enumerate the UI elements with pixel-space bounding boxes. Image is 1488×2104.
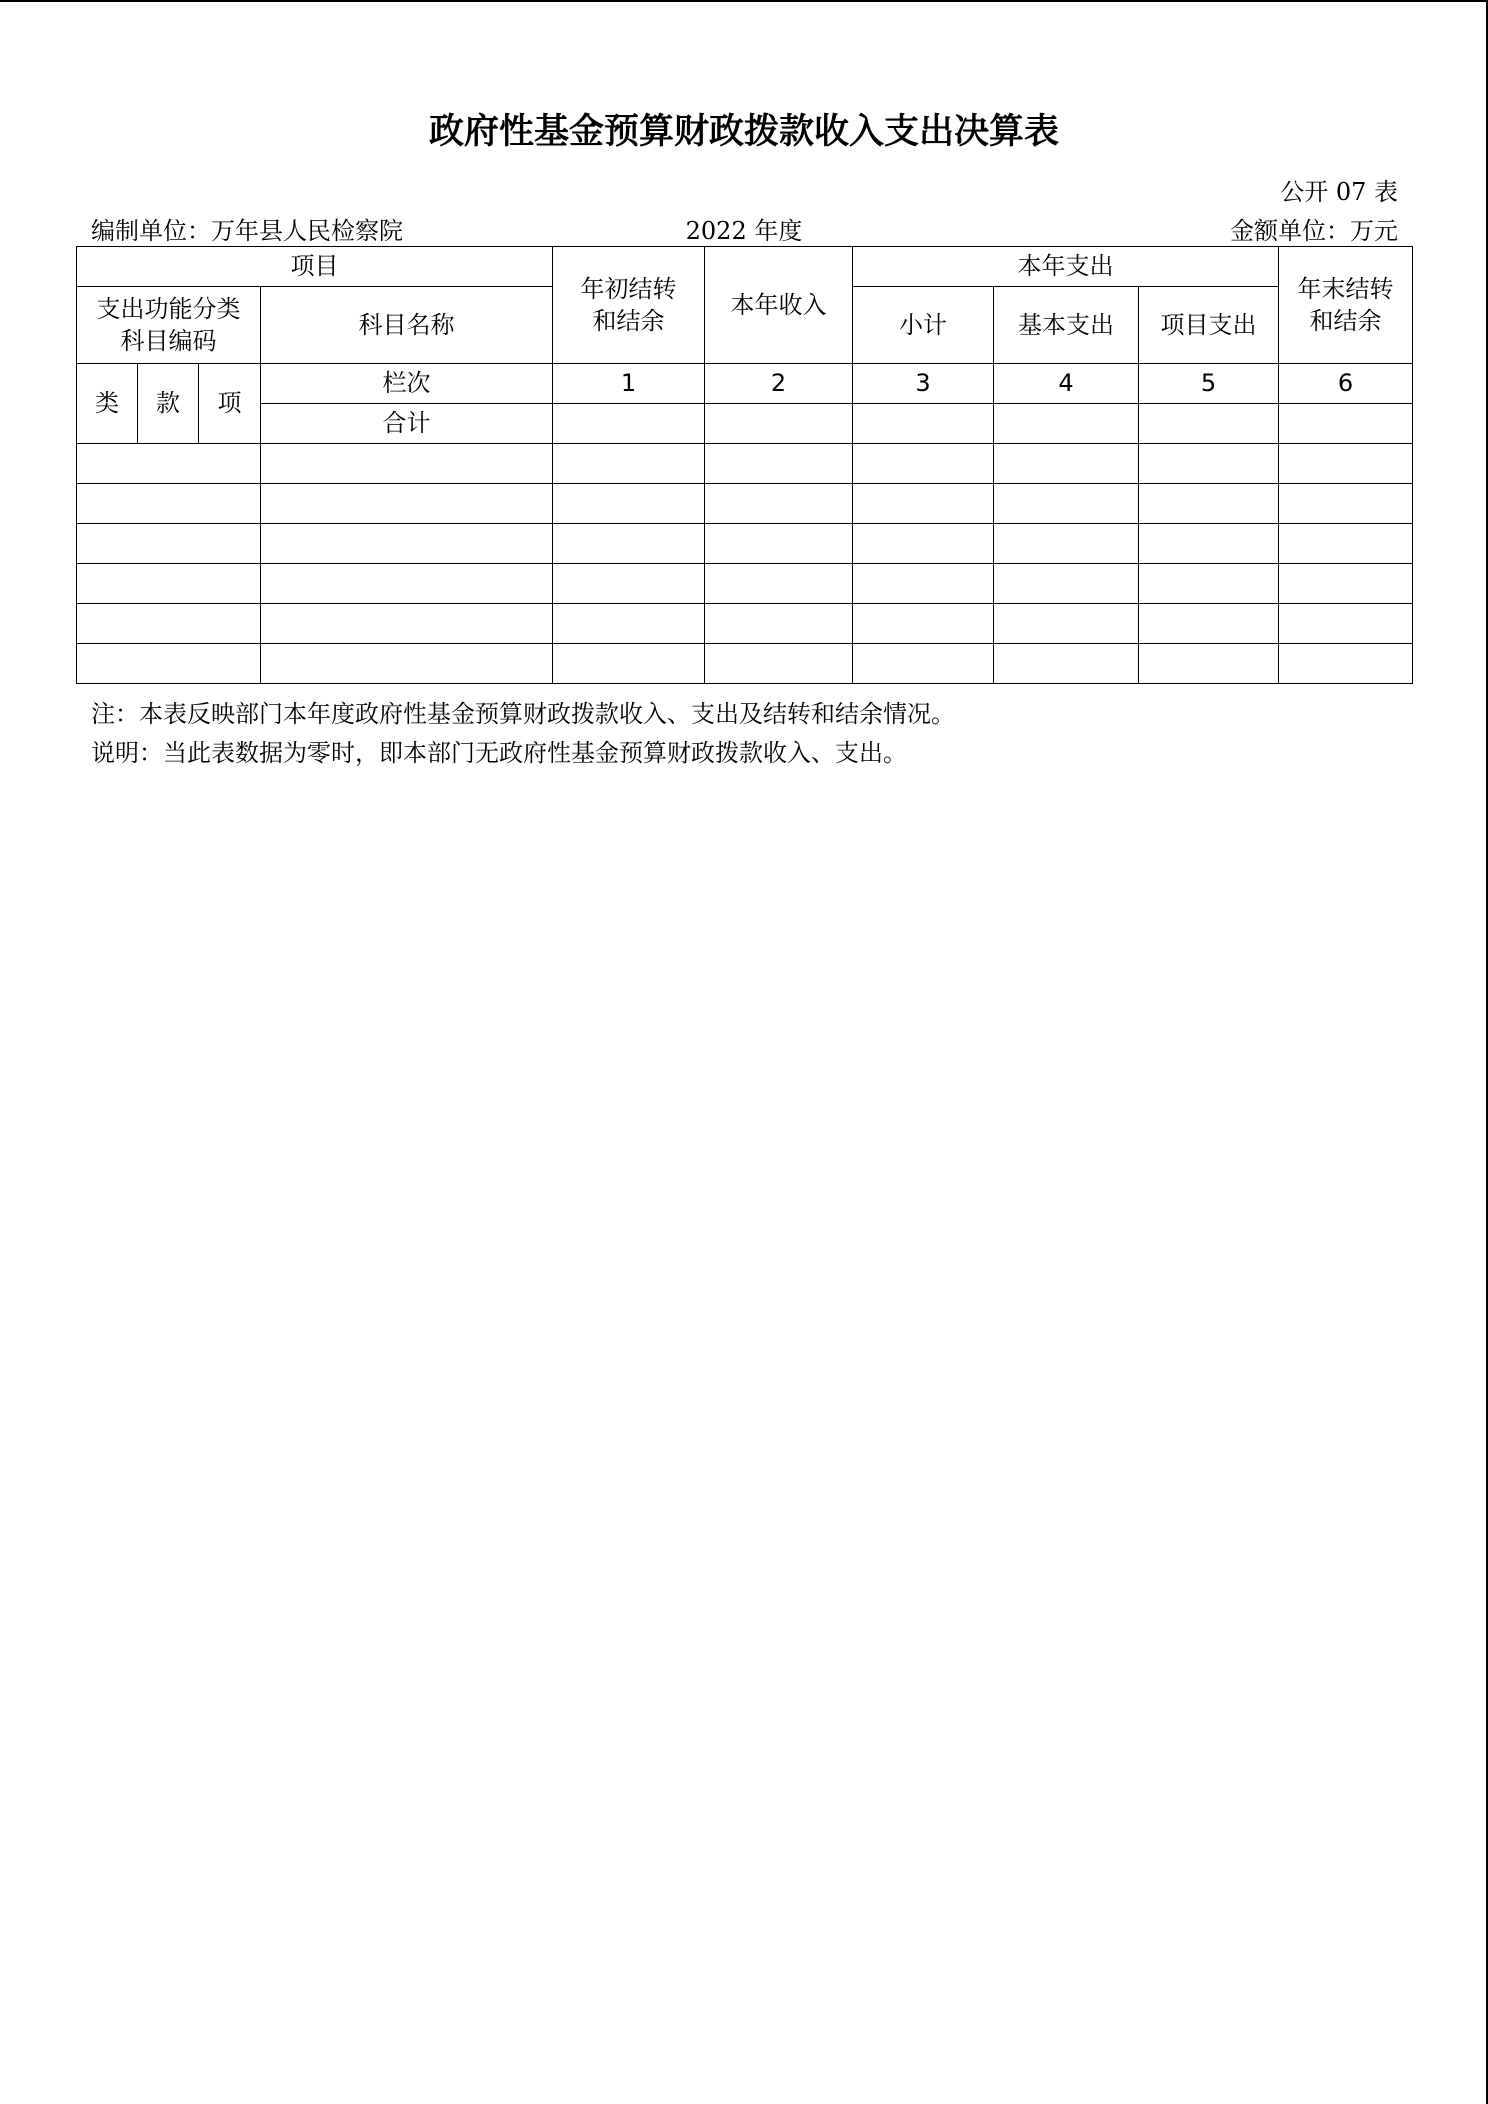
code-cell (77, 444, 261, 484)
header-lei: 类 (77, 364, 138, 444)
value-cell (553, 564, 705, 604)
name-cell (261, 564, 553, 604)
value-cell (994, 644, 1139, 684)
name-cell (261, 524, 553, 564)
total-row (77, 404, 1413, 444)
header-function-code-line1: 支出功能分类 (96, 294, 241, 323)
value-cell (1139, 444, 1279, 484)
name-cell (261, 604, 553, 644)
table-note: 注：本表反映部门本年度政府性基金预算财政拨款收入、支出及结转和结余情况。 (91, 700, 955, 728)
header-ending-balance-line1: 年末结转 (1297, 274, 1394, 303)
total-cell (994, 404, 1139, 444)
column-number-6: 6 (1279, 364, 1413, 404)
header-beginning-balance-line2: 和结余 (592, 307, 665, 335)
total-label: 合计 (261, 404, 553, 444)
table-row (77, 484, 1413, 524)
header-current-expense: 本年支出 (853, 247, 1279, 287)
code-cell (77, 484, 261, 524)
value-cell (705, 644, 853, 684)
header-xiang: 项 (199, 364, 261, 444)
value-cell (1139, 644, 1279, 684)
total-cell (553, 404, 705, 444)
column-number-4: 4 (994, 364, 1139, 404)
value-cell (994, 444, 1139, 484)
header-current-income: 本年收入 (705, 247, 853, 364)
name-cell (261, 644, 553, 684)
value-cell (705, 564, 853, 604)
header-function-code-line2: 科目编码 (120, 327, 217, 355)
value-cell (853, 564, 994, 604)
header-item: 项目 (77, 247, 553, 287)
value-cell (1139, 564, 1279, 604)
table-explanation: 说明：当此表数据为零时，即本部门无政府性基金预算财政拨款收入、支出。 (91, 739, 907, 767)
code-cell (77, 604, 261, 644)
value-cell (705, 484, 853, 524)
header-column-number: 栏次 (261, 364, 553, 404)
value-cell (1279, 444, 1413, 484)
value-cell (853, 604, 994, 644)
form-number: 公开 07 表 (1280, 178, 1398, 206)
column-number-5: 5 (1139, 364, 1279, 404)
value-cell (1279, 644, 1413, 684)
value-cell (994, 604, 1139, 644)
total-cell (705, 404, 853, 444)
value-cell (553, 644, 705, 684)
header-beginning-balance (553, 247, 705, 364)
header-basic-expense: 基本支出 (994, 287, 1139, 364)
column-number-row (77, 364, 1413, 404)
code-cell (77, 644, 261, 684)
page-top-border (0, 0, 1488, 2)
code-cell (77, 564, 261, 604)
header-ending-balance (1279, 247, 1413, 364)
total-cell (1279, 404, 1413, 444)
header-kuan: 款 (138, 364, 199, 444)
value-cell (1279, 604, 1413, 644)
compiling-unit: 编制单位：万年县人民检察院 (91, 217, 403, 245)
value-cell (553, 524, 705, 564)
table-row (77, 644, 1413, 684)
header-subtotal: 小计 (853, 287, 994, 364)
value-cell (1139, 604, 1279, 644)
header-subject-name: 科目名称 (261, 287, 553, 364)
value-cell (705, 604, 853, 644)
value-cell (994, 564, 1139, 604)
column-number-1: 1 (553, 364, 705, 404)
value-cell (553, 484, 705, 524)
value-cell (853, 444, 994, 484)
document-title: 政府性基金预算财政拨款收入支出决算表 (428, 112, 1059, 152)
value-cell (853, 524, 994, 564)
value-cell (853, 644, 994, 684)
table-row (77, 564, 1413, 604)
value-cell (1139, 524, 1279, 564)
total-cell (1139, 404, 1279, 444)
table-row (77, 444, 1413, 484)
value-cell (553, 604, 705, 644)
value-cell (1279, 524, 1413, 564)
budget-table (76, 246, 1413, 684)
total-cell (853, 404, 994, 444)
column-number-3: 3 (853, 364, 994, 404)
value-cell (994, 524, 1139, 564)
value-cell (1139, 484, 1279, 524)
value-cell (994, 484, 1139, 524)
value-cell (553, 444, 705, 484)
table-row (77, 524, 1413, 564)
name-cell (261, 444, 553, 484)
header-ending-balance-line2: 和结余 (1309, 307, 1382, 335)
header-project-expense: 项目支出 (1139, 287, 1279, 364)
value-cell (853, 484, 994, 524)
value-cell (705, 524, 853, 564)
name-cell (261, 484, 553, 524)
table-row (77, 604, 1413, 644)
value-cell (705, 444, 853, 484)
header-function-code (77, 287, 261, 364)
header-beginning-balance-line1: 年初结转 (580, 274, 677, 303)
column-number-2: 2 (705, 364, 853, 404)
money-unit: 金额单位：万元 (1230, 217, 1398, 245)
fiscal-year: 2022 年度 (685, 217, 803, 245)
code-cell (77, 524, 261, 564)
value-cell (1279, 564, 1413, 604)
header-row-1 (77, 247, 1413, 287)
value-cell (1279, 484, 1413, 524)
